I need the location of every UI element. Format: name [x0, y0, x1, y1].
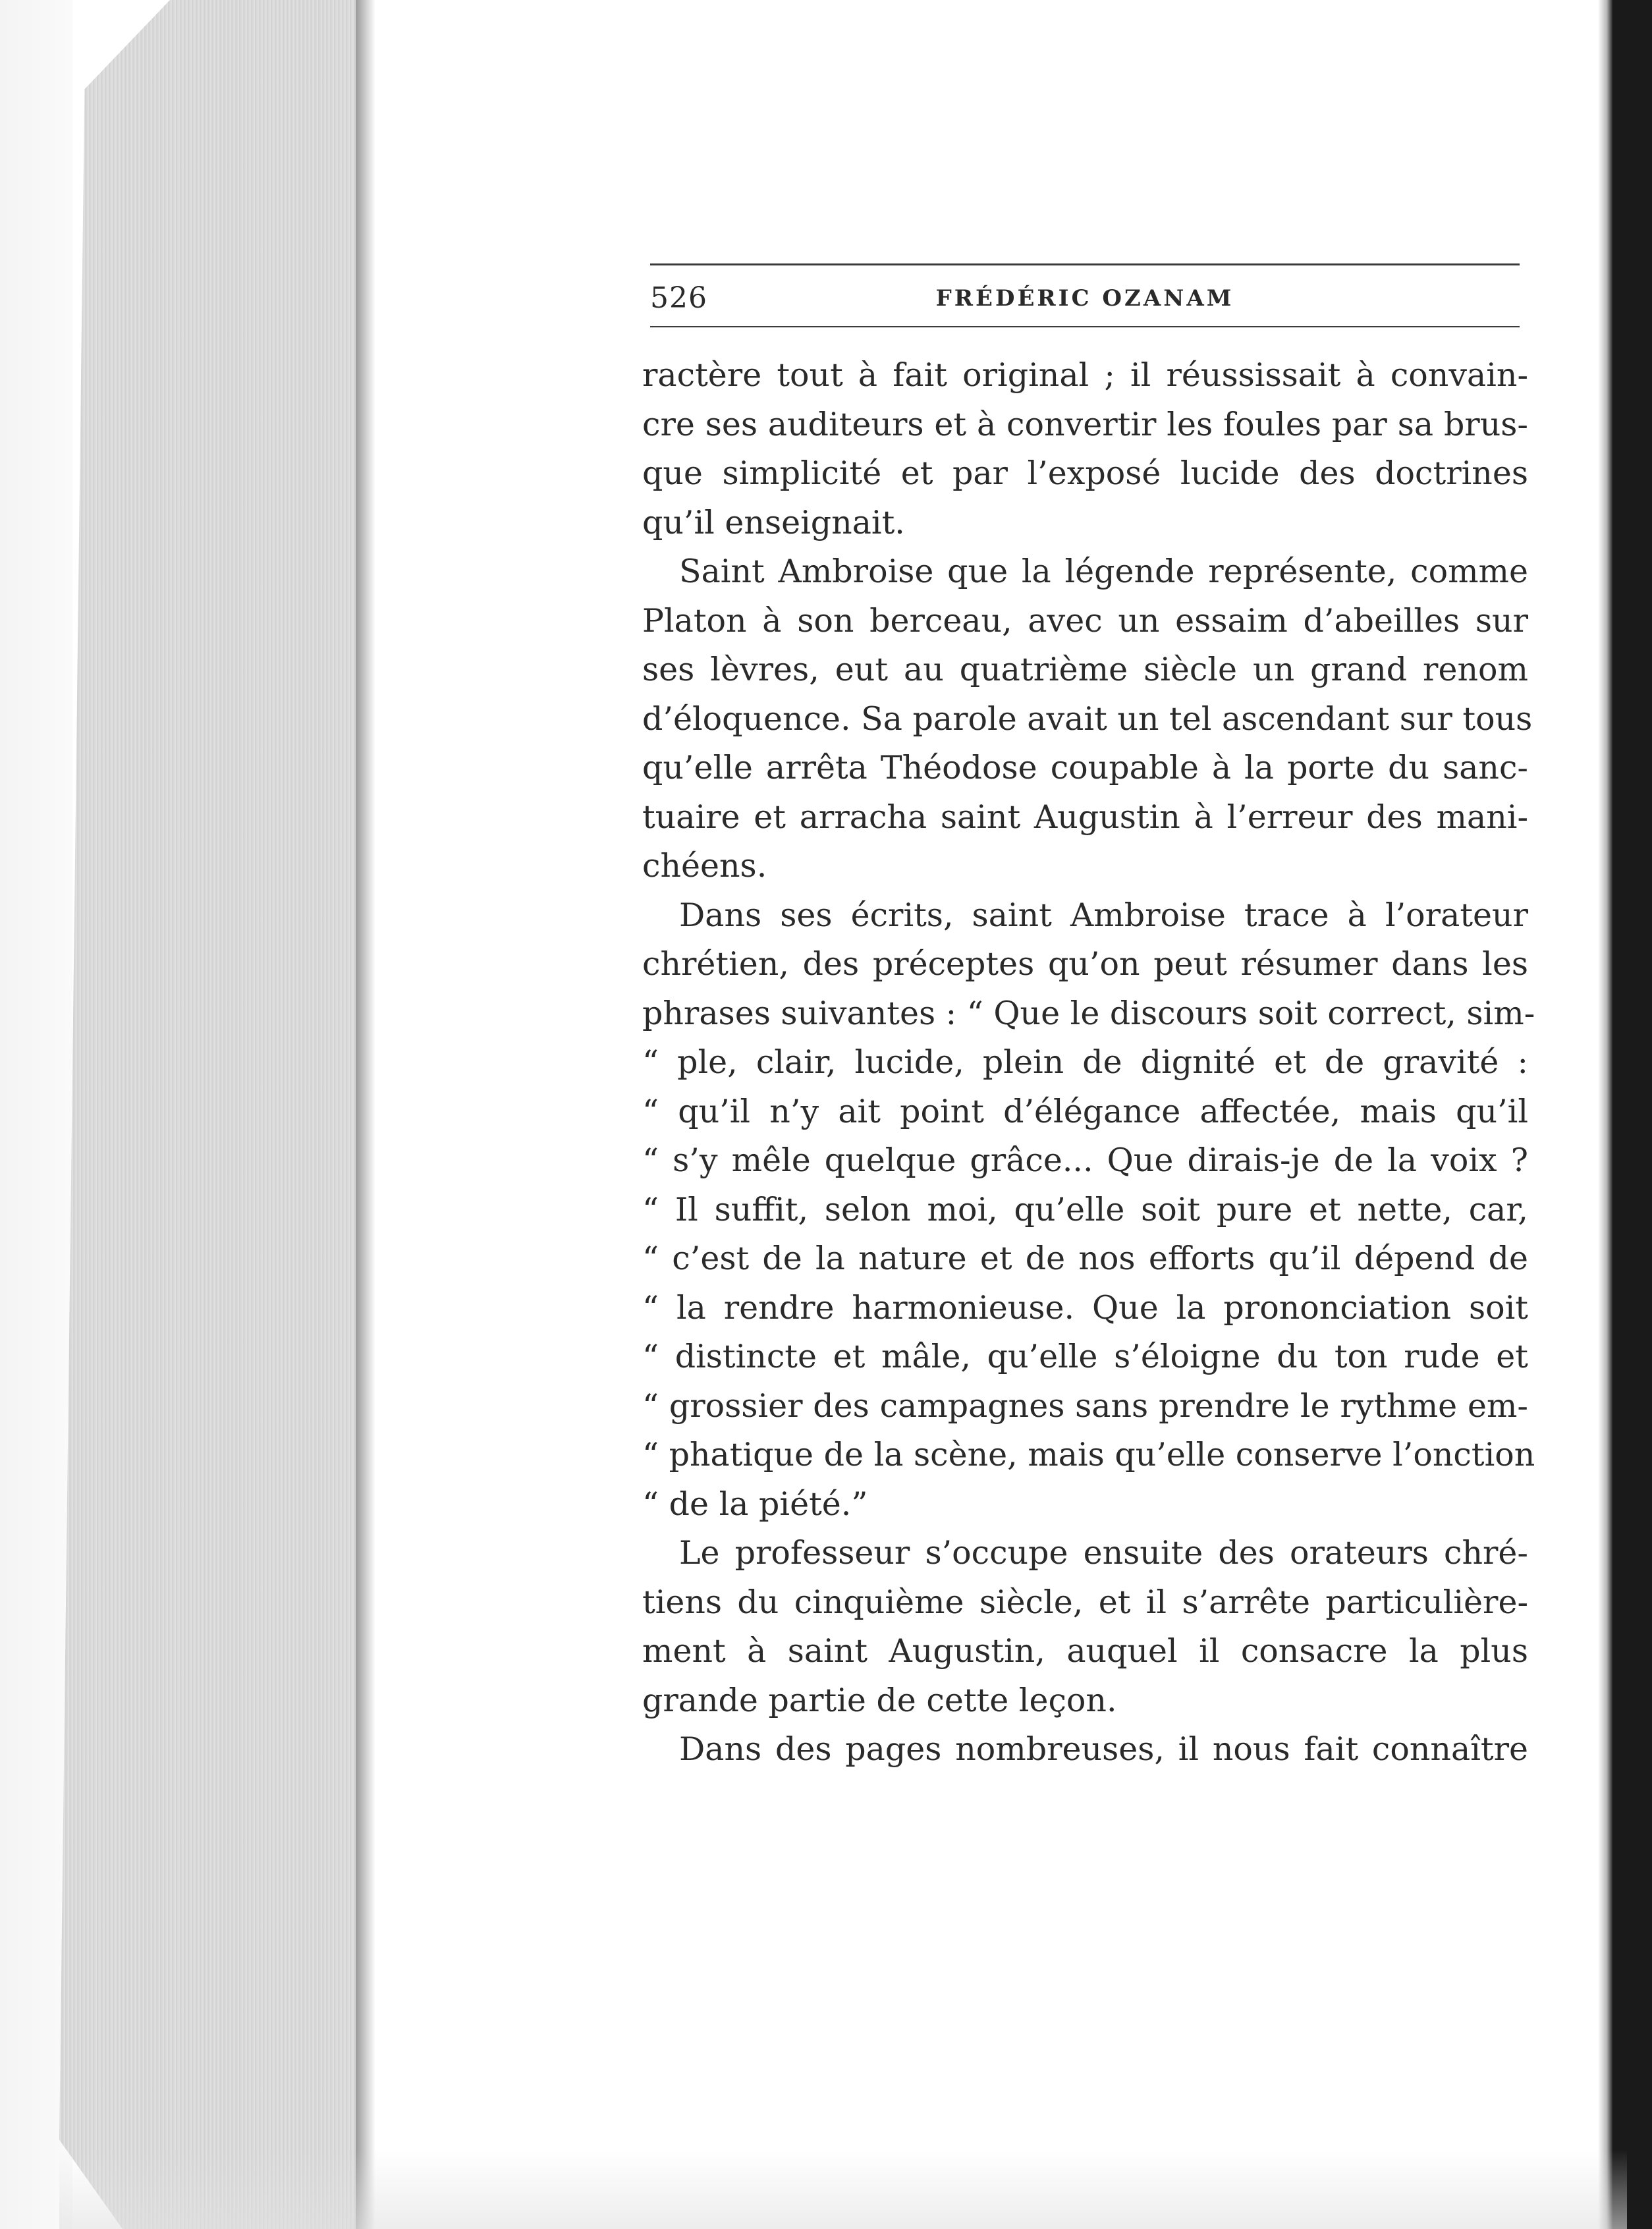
text-line: Dans ses écrits, saint Ambroise trace à l’orateur: [679, 896, 1528, 934]
text-line: d’éloquence. Sa parole avait un tel ascendant sur tous: [642, 700, 1533, 738]
header-rule-bottom: [650, 326, 1520, 327]
text-line: Dans des pages nombreuses, il nous fait connaître: [679, 1730, 1528, 1768]
text-line: Platon à son berceau, avec un essaim d’abeilles sur: [642, 601, 1528, 640]
text-line: qu’elle arrêta Théodose coupable à la porte du sanc-: [642, 749, 1528, 786]
text-line: “ grossier des campagnes sans prendre le rythme em-: [642, 1387, 1528, 1425]
text-line: ses lèvres, eut au quatrième siècle un grand renom: [642, 651, 1528, 688]
page-right-edge: [1598, 0, 1612, 2229]
gutter-shadow: [356, 0, 375, 2229]
running-header: [650, 265, 1520, 326]
text-line: que simplicité et par l’exposé lucide des doctrines: [642, 454, 1528, 492]
text-line: Saint Ambroise que la légende représente, comme: [679, 553, 1528, 590]
text-line: “ de la piété.”: [642, 1485, 868, 1523]
printed-page: [642, 263, 1535, 1775]
text-line: ment à saint Augustin, auquel il consacre la plus: [642, 1632, 1528, 1670]
text-line: “ distincte et mâle, qu’elle s’éloigne du ton rude et: [642, 1338, 1528, 1375]
text-line: “ Il suffit, selon moi, qu’elle soit pure et nette, car,: [642, 1190, 1528, 1228]
text-line: “ qu’il n’y ait point d’élégance affectée, mais qu’il: [642, 1092, 1528, 1130]
text-line: ractère tout à fait original ; il réussissait à convain-: [642, 356, 1528, 394]
text-line: “ s’y mêle quelque grâce... Que dirais-je de la voix ?: [642, 1142, 1528, 1179]
text-line: qu’il enseignait.: [642, 503, 905, 541]
text-line: “ ple, clair, lucide, plein de dignité et de gravité :: [642, 1043, 1528, 1081]
text-line: grande partie de cette leçon.: [642, 1681, 1117, 1719]
text-line: “ c’est de la nature et de nos efforts qu’il dépend de: [642, 1240, 1528, 1277]
bottom-shadow: [59, 2150, 1627, 2229]
text-line: cre ses auditeurs et à convertir les foules par sa brus-: [642, 405, 1528, 443]
text-line: Le professeur s’occupe ensuite des orateurs chré-: [679, 1534, 1528, 1572]
text-line: phrases suivantes : “ Que le discours soit correct, sim-: [642, 994, 1535, 1032]
text-line: “ la rendre harmonieuse. Que la prononciation soit: [642, 1288, 1528, 1327]
text-line: tiens du cinquième siècle, et il s’arrête particulière-: [642, 1583, 1528, 1621]
running-title: FRÉDÉRIC OZANAM: [935, 285, 1234, 312]
page-number: 526: [650, 281, 707, 315]
text-line: chrétien, des préceptes qu’on peut résumer dans les: [642, 945, 1528, 983]
book-fore-edge: [59, 0, 375, 2229]
text-line: chéens.: [642, 847, 767, 885]
text-line: tuaire et arracha saint Augustin à l’erreur des mani-: [642, 798, 1528, 836]
body-text: [642, 351, 1535, 1775]
text-line: “ phatique de la scène, mais qu’elle conserve l’onction: [642, 1436, 1535, 1473]
scanner-background-right: [1612, 0, 1652, 2229]
scanner-background-left: [0, 0, 72, 2229]
